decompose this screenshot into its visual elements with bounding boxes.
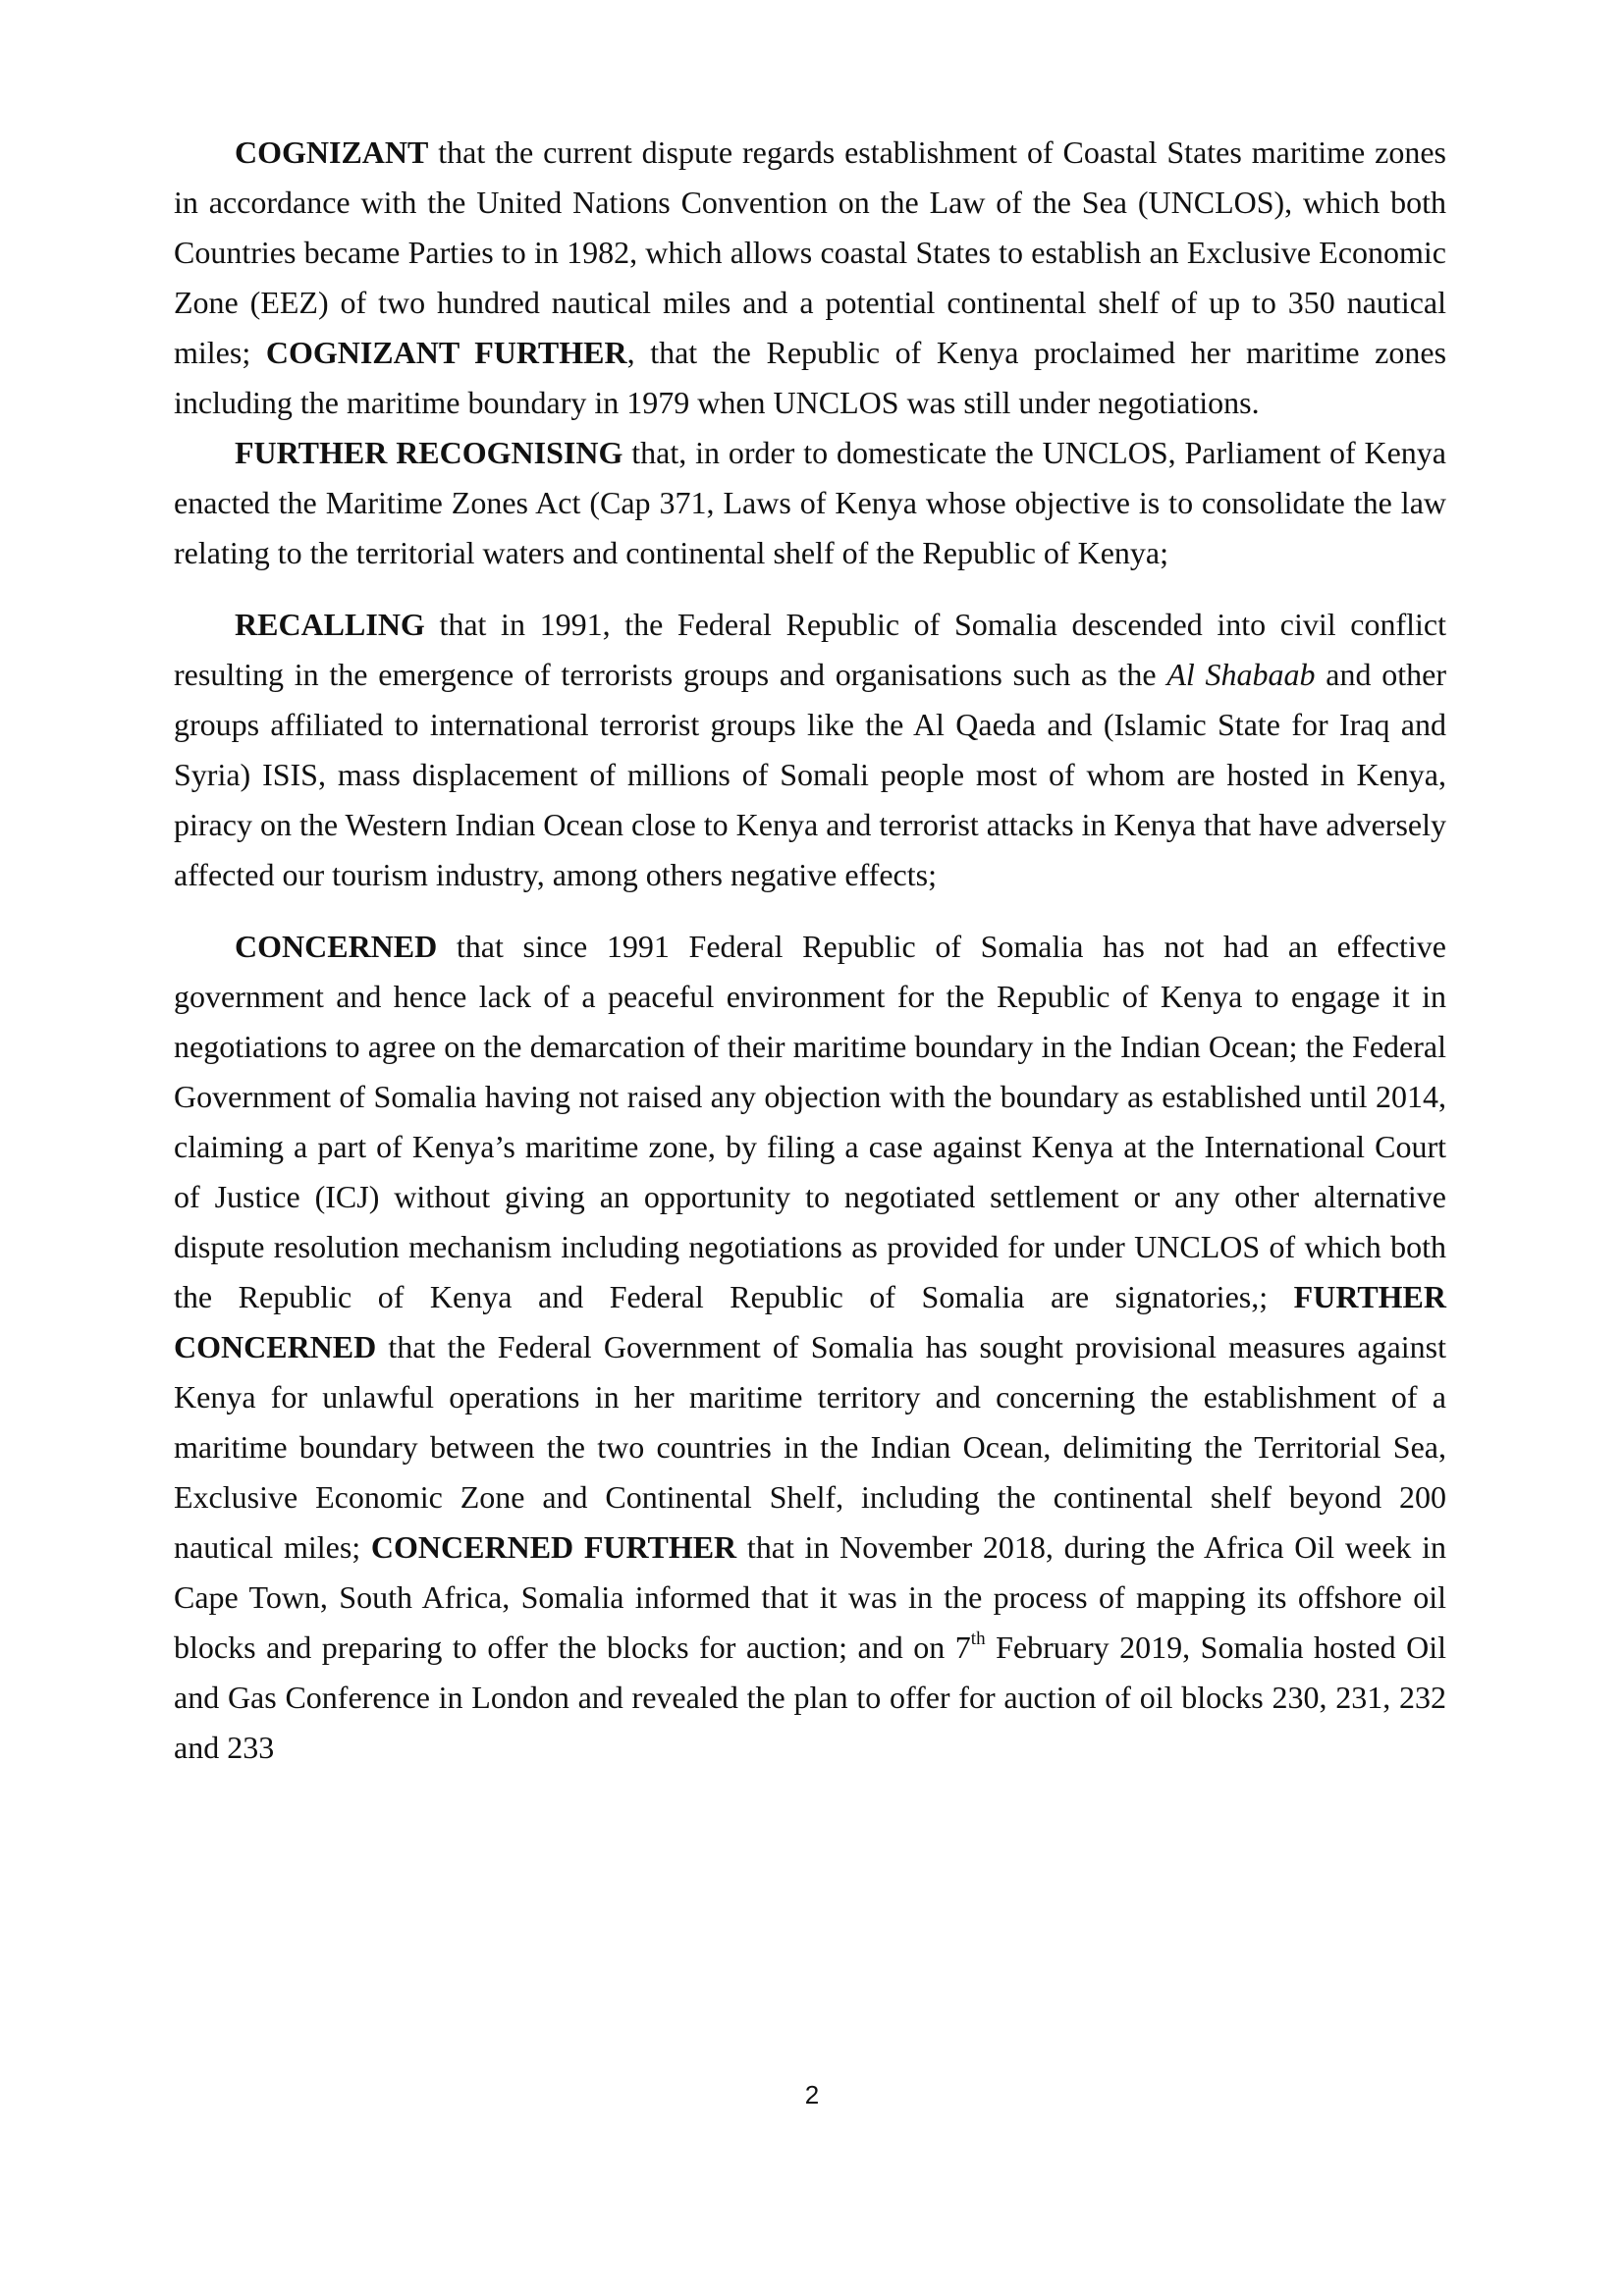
paragraph-text: that, in order to domesticate the UNCLOS, Parliament of Kenya enacted the Maritime Zones Act (Cap 371, Laws of Kenya whose objective is to consolidate the law relating to the territorial waters and continental shelf of the Republic of Kenya; — [174, 435, 1447, 570]
ordinal-superscript: th — [970, 1629, 986, 1650]
paragraph-concerned — [174, 922, 1446, 1773]
keyword-further-recognising: FURTHER RECOGNISING — [235, 435, 623, 470]
paragraph-text: and other groups affiliated to international terrorist groups like the Al Qaeda and (Islamic State for Iraq and Syria) ISIS, mass displacement of millions of Somali people most of whom are hosted in Kenya, piracy on the Western Indian Ocean close to Kenya and terrorist attacks in Kenya that have adversely affected our tourism industry, among others negative effects; — [174, 657, 1447, 892]
italic-term-al-shabaab: Al Shabaab — [1166, 657, 1316, 692]
document-page-body — [174, 128, 1446, 1773]
keyword-further-concerned: FURTHER CONCERNED — [174, 1279, 1446, 1364]
keyword-concerned-further: CONCERNED FURTHER — [370, 1529, 737, 1565]
paragraph-text: that since 1991 Federal Republic of Somalia has not had an effective government and hence lack of a peaceful environment for the Republic of Kenya to engage it in negotiations to agree on the demarcation of their maritime boundary in the Indian Ocean; the Federal Government of Somalia having not raised any objection with the boundary as established until 2014, claiming a part of Kenya’s maritime zone, by filing a case against Kenya at the International Court of Justice (ICJ) without giving an opportunity to negotiated settlement or any other alternative dispute resolution mechanism including negotiations as provided for under UNCLOS of which both the Republic of Kenya and Federal Republic of Somalia are signatories,; — [174, 929, 1446, 1314]
keyword-cognizant-further: COGNIZANT FURTHER — [265, 335, 627, 370]
paragraph-text: that the current dispute regards establishment of Coastal States maritime zones in accordance with the United Nations Convention on the Law of the Sea (UNCLOS), which both Countries became Parties to in 1982, which allows coastal States to establish an Exclusive Economic Zone (EEZ) of two hundred nautical miles and a potential continental shelf of up to 350 nautical miles; — [174, 134, 1446, 370]
paragraph-text: February 2019, Somalia hosted Oil and Gas Conference in London and revealed the plan to offer for auction of oil blocks 230, 231, 232 and 233 — [174, 1629, 1447, 1765]
keyword-concerned: CONCERNED — [235, 929, 438, 964]
paragraph-further-recognising — [174, 428, 1446, 578]
paragraph-text: that in November 2018, during the Africa Oil week in Cape Town, South Africa, Somalia informed that it was in the process of mapping its offshore oil blocks and preparing to offer the blocks for auction; and on 7 — [174, 1529, 1447, 1665]
paragraph-text: , that the Republic of Kenya proclaimed her maritime zones including the maritime boundary in 1979 when UNCLOS was still under negotiations. — [174, 335, 1447, 420]
page-number: 2 — [804, 2080, 820, 2109]
paragraph-text: that the Federal Government of Somalia has sought provisional measures against Kenya for unlawful operations in her maritime territory and concerning the establishment of a maritime boundary between the two countries in the Indian Ocean, delimiting the Territorial Sea, Exclusive Economic Zone and Continental Shelf, including the continental shelf beyond 200 nautical miles; — [174, 1329, 1446, 1565]
keyword-recalling: RECALLING — [235, 607, 425, 642]
paragraph-recalling — [174, 600, 1446, 900]
paragraph-text: that in 1991, the Federal Republic of Somalia descended into civil conflict resulting in the emergence of terrorists groups and organisations such as the — [174, 607, 1446, 692]
keyword-cognizant: COGNIZANT — [235, 134, 429, 170]
paragraph-cognizant — [174, 128, 1446, 428]
